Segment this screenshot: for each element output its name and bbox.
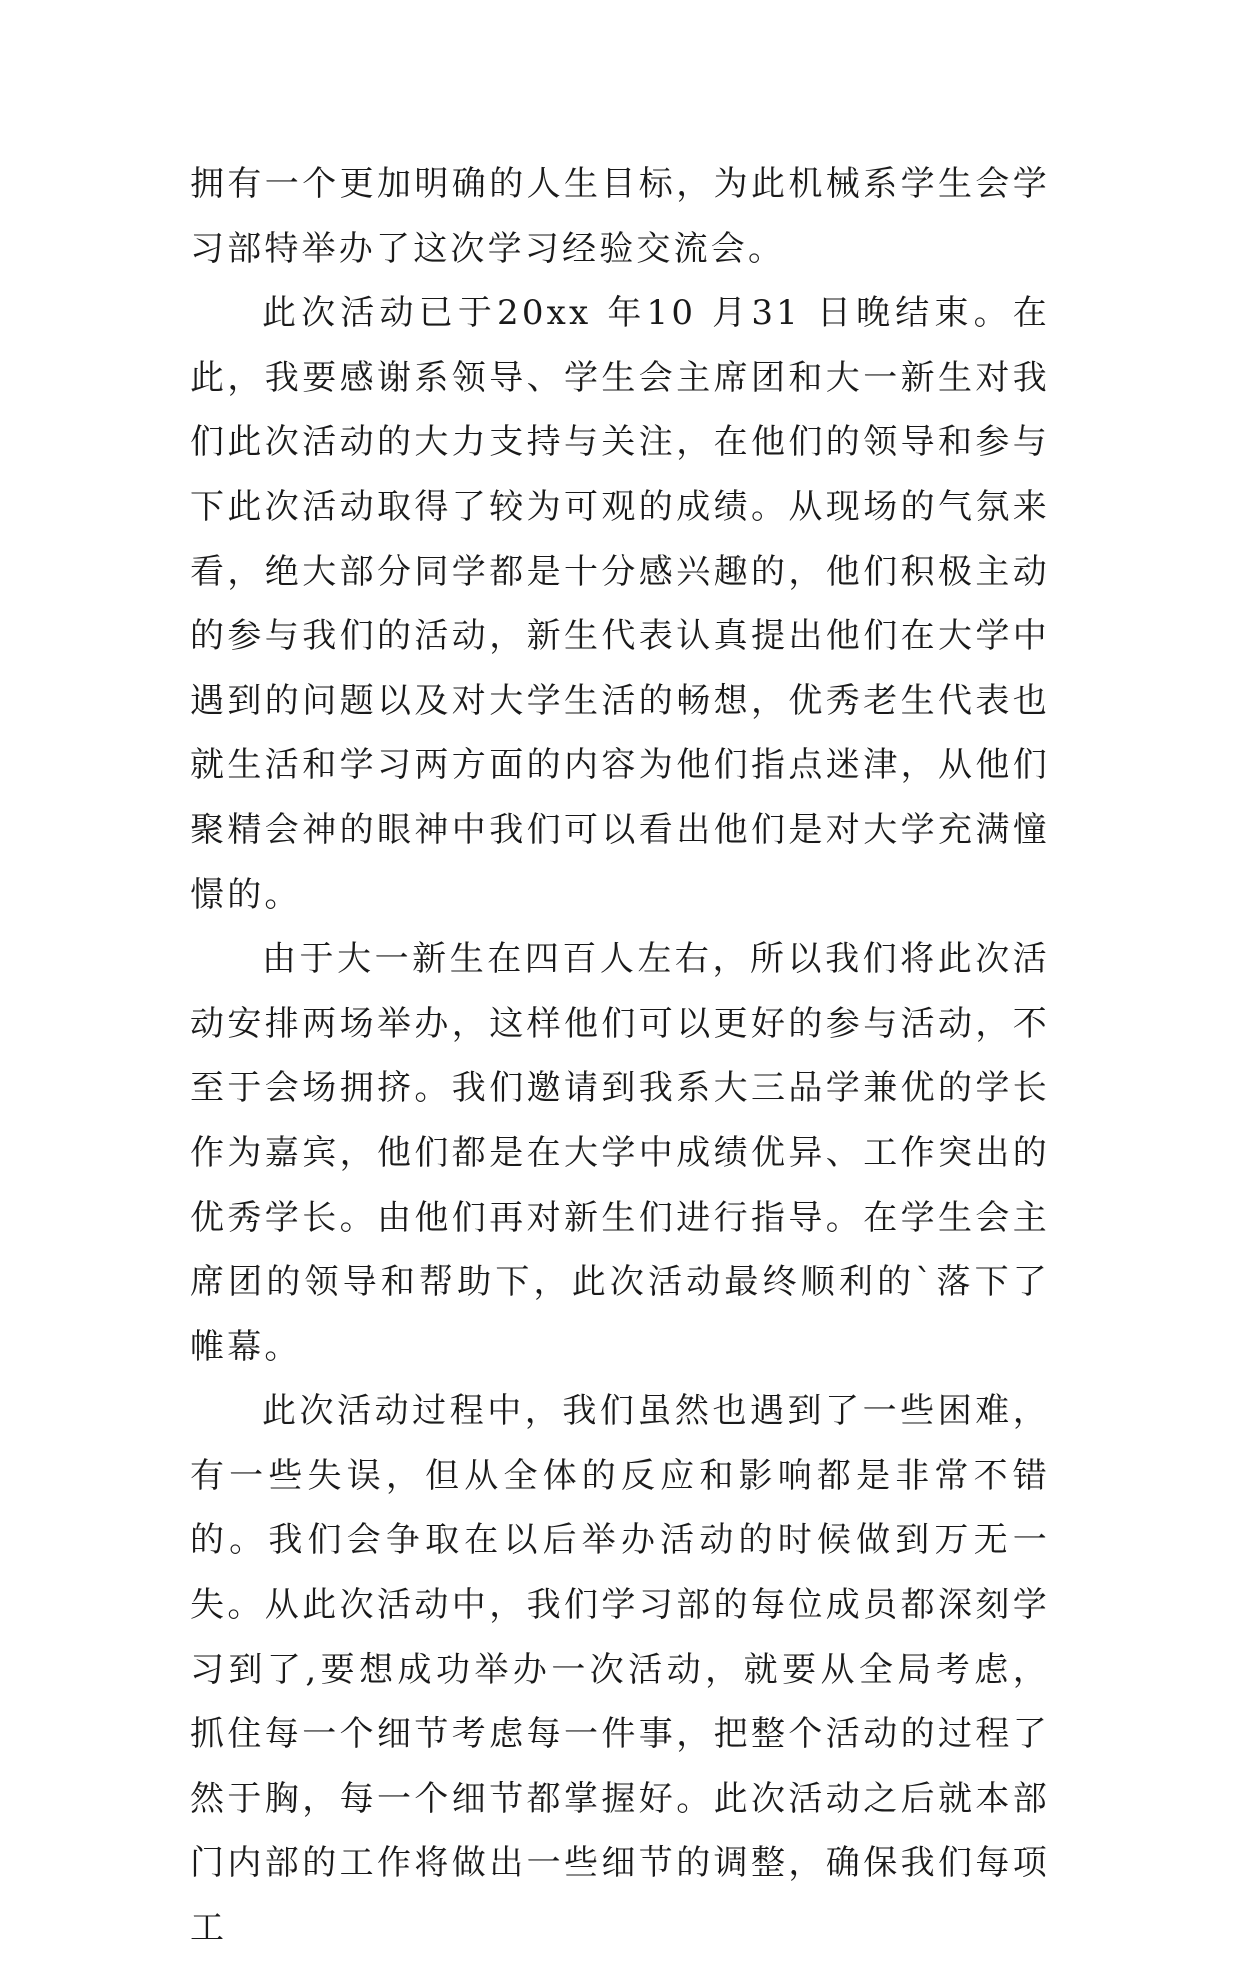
paragraph-activity-summary: 此次活动已于20xx 年10 月31 日晚结束。在此，我要感谢系领导、学生会主席团和大一新生对我们此次活动的大力支持与关注，在他们的领导和参与下此次活动取得了较为可观的成绩。从现场的气氛来看，绝大部分同学都是十分感兴趣的，他们积极主动的参与我们的活动，新生代表认真提出他们在大学中遇到的问题以及对大学生活的畅想，优秀老生代表也就生活和学习两方面的内容为他们指点迷津，从他们聚精会神的眼神中我们可以看出他们是对大学充满憧憬的。 — [190, 293, 1050, 915]
paragraph-activity-arrangement: 由于大一新生在四百人左右，所以我们将此次活动安排两场举办，这样他们可以更好的参与活动，不至于会场拥挤。我们邀请到我系大三品学兼优的学长作为嘉宾，他们都是在大学中成绩优异、工作突出的优秀学长。由他们再对新生们进行指导。在学生会主席团的领导和帮助下，此次活动最终顺利的`落下了帷幕。 — [190, 939, 1050, 1367]
paragraph-activity-reflection: 此次活动过程中，我们虽然也遇到了一些困难，有一些失误，但从全体的反应和影响都是非常不错的。我们会争取在以后举办活动的时候做到万无一失。从此次活动中，我们学习部的每位成员都深刻学习到了,要想成功举办一次活动，就要从全局考虑，抓住每一个细节考虑每一件事，把整个活动的过程了然于胸，每一个细节都掌握好。此次活动之后就本部门内部的工作将做出一些细节的调整，确保我们每项工 — [190, 1391, 1050, 1949]
paragraph-continuation: 拥有一个更加明确的人生目标，为此机械系学生会学习部特举办了这次学习经验交流会。 — [190, 164, 1050, 269]
document-body — [190, 152, 1050, 1961]
